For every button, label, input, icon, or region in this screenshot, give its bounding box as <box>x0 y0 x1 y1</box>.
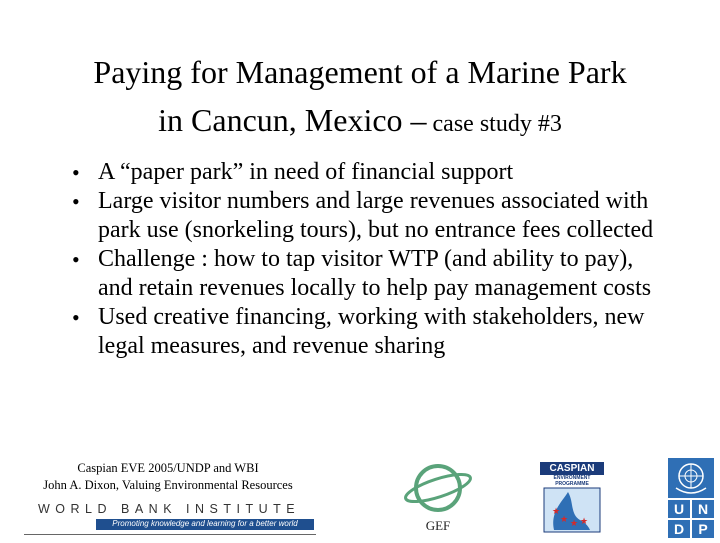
title-line-1: Paying for Management of a Marine Park <box>93 54 627 90</box>
bullet-list <box>72 158 672 361</box>
bullet-item: • Large visitor numbers and large revenues associated with park use (snorkeling tours), but no entrance fees collected <box>72 187 672 245</box>
svg-text:★: ★ <box>560 515 569 525</box>
svg-text:★: ★ <box>570 519 579 529</box>
credit-line-2: John A. Dixon, Valuing Environmental Resources <box>43 478 293 492</box>
svg-text:★: ★ <box>552 507 561 517</box>
gef-globe-icon <box>398 456 478 520</box>
undp-letter-n: N <box>697 501 709 517</box>
wbi-underline <box>24 534 316 535</box>
title-case-study: case study #3 <box>426 111 562 137</box>
footer-credits <box>22 460 314 494</box>
caspian-subtitle: ENVIRONMENT PROGRAMME <box>553 475 591 487</box>
gef-label: GEF <box>425 518 451 533</box>
undp-logo <box>668 458 714 538</box>
undp-letter-d: D <box>673 521 685 537</box>
undp-letter-p: P <box>698 521 708 537</box>
undp-letter-u: U <box>673 501 685 517</box>
world-bank-institute-logo <box>24 500 316 536</box>
bullet-item: • Challenge : how to tap visitor WTP (and ability to pay), and retain revenues locally to help pay management costs <box>72 245 672 303</box>
title-line-2-main: in Cancun, Mexico – <box>158 102 427 138</box>
credit-line-1: Caspian EVE 2005/UNDP and WBI <box>77 461 259 475</box>
wbi-tagline: Promoting knowledge and learning for a better world <box>112 519 298 528</box>
svg-text:★: ★ <box>580 517 589 527</box>
slide-title <box>0 48 720 148</box>
bullet-item: • Used creative financing, working with stakeholders, new legal measures, and revenue sharing <box>72 303 672 361</box>
caspian-title: CASPIAN <box>540 462 604 475</box>
wbi-name: WORLD BANK INSTITUTE <box>38 502 301 516</box>
caspian-programme-logo <box>540 462 604 534</box>
title-line-2 <box>0 96 720 148</box>
caspian-emblem-icon <box>540 462 604 534</box>
bullet-item: • A “paper park” in need of financial support <box>72 158 672 187</box>
gef-logo <box>398 456 478 540</box>
